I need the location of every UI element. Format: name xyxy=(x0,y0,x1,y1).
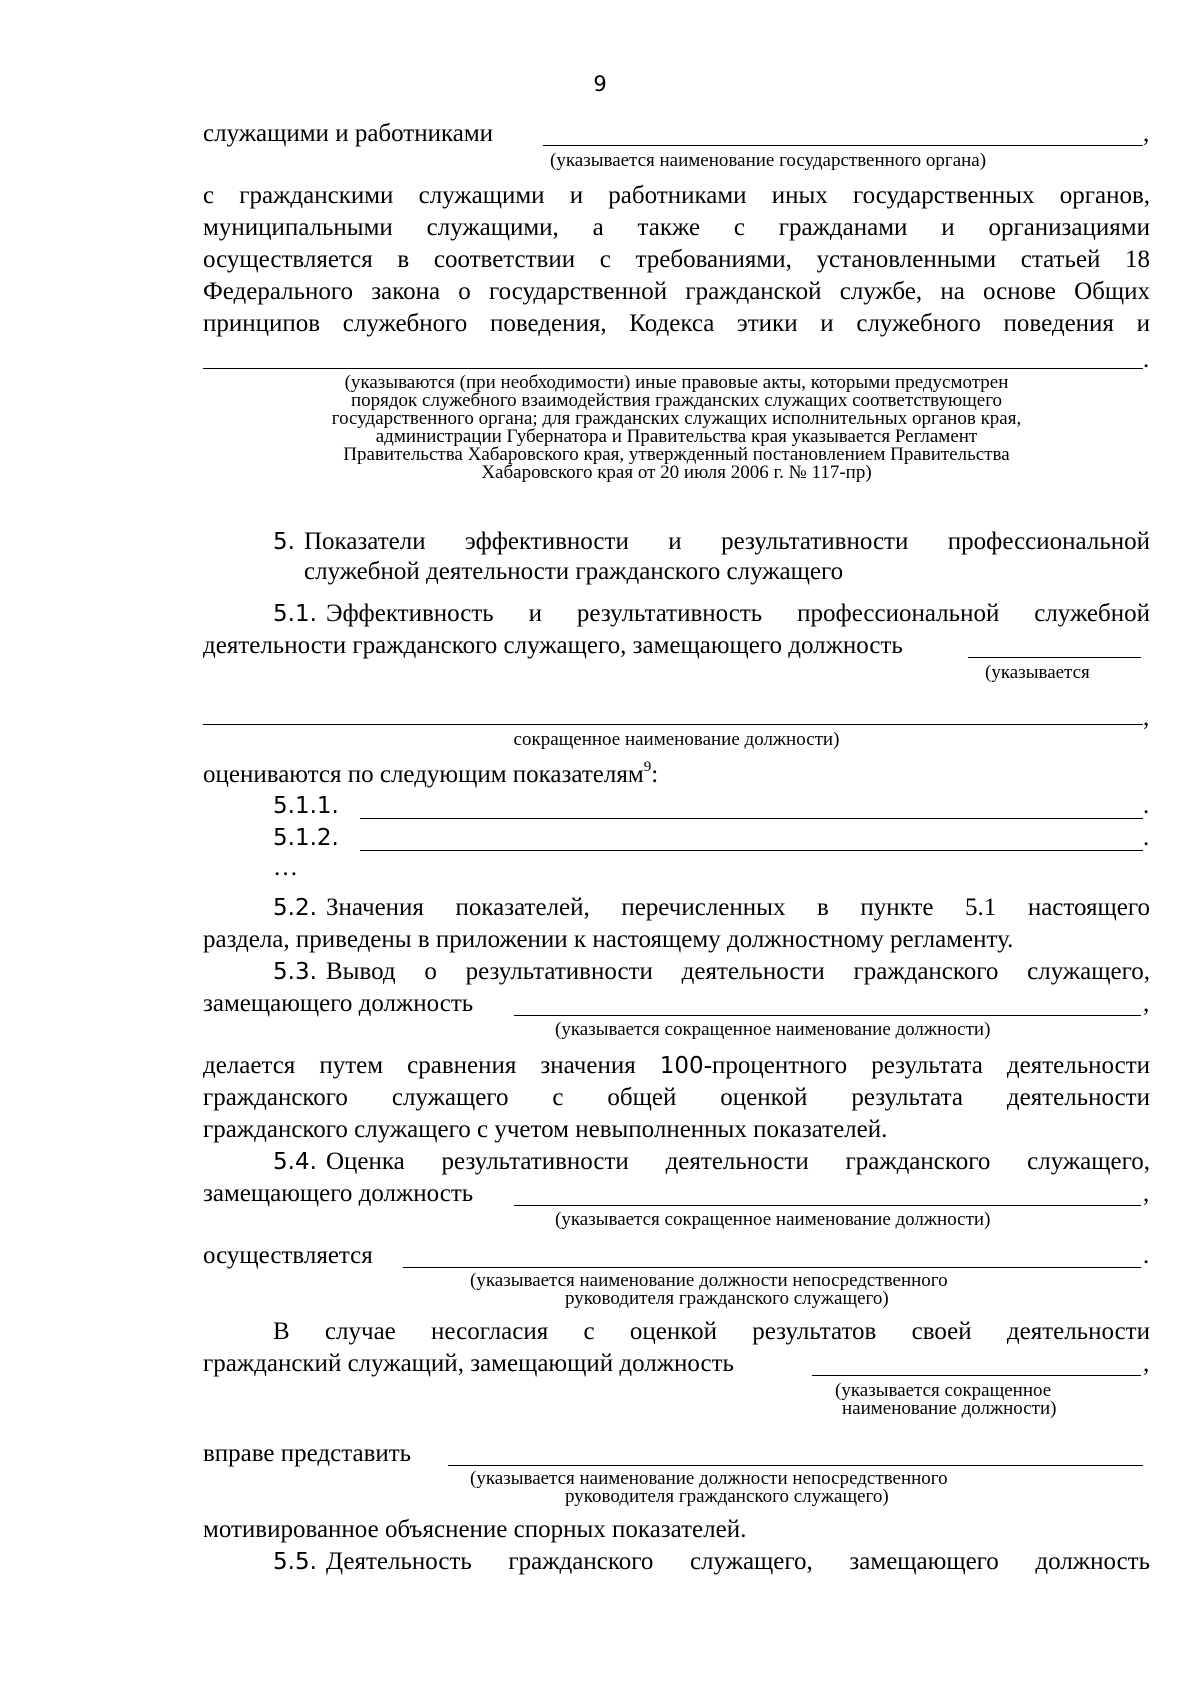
note-line: государственного органа; для гражданских служащих исполнительных органов края, xyxy=(331,408,1022,429)
clause-number: 5.5. xyxy=(273,1549,317,1575)
punct-period: . xyxy=(1143,792,1150,819)
punct-comma: , xyxy=(1143,990,1150,1017)
paragraph-line: Деятельность гражданского служащего, замещающего должность xyxy=(326,1548,1150,1575)
punct-colon: : xyxy=(651,761,659,788)
clause-number: 5.2. xyxy=(273,895,317,921)
paragraph-line: мотивированное объяснение спорных показателей. xyxy=(203,1516,747,1543)
blank-position-name xyxy=(203,724,1143,725)
text-indicators: оцениваются по следующим показателям xyxy=(203,761,644,788)
paragraph-line: Вывод о результативности деятельности гражданского служащего, xyxy=(326,958,1150,985)
ellipsis: … xyxy=(273,854,298,881)
clause-number: 5.3. xyxy=(273,959,317,985)
clause-number: 5.1. xyxy=(273,601,317,627)
note-line: (указываются (при необходимости) иные правовые акты, которыми предусмотрен xyxy=(344,372,1009,393)
footnote-ref: 9 xyxy=(643,758,652,775)
note-supervisor: руководителя гражданского служащего) xyxy=(565,1288,889,1309)
section-heading: Показатели эффективности и результативности профессиональной xyxy=(304,528,1150,555)
paragraph-line xyxy=(203,1050,1150,1082)
paragraph-line: раздела, приведены в приложении к настоящему должностному регламенту. xyxy=(203,926,1014,953)
punct-comma: , xyxy=(1143,120,1150,147)
paragraph-line: Федерального закона о государственной гражданской службе, на основе Общих xyxy=(203,278,1150,305)
blank-supervisor xyxy=(403,1267,1141,1268)
blank-supervisor xyxy=(448,1465,1143,1466)
blank-legal-acts xyxy=(203,368,1143,369)
paragraph-line xyxy=(203,759,658,791)
paragraph-line: Оценка результативности деятельности гражданского служащего, xyxy=(326,1148,1150,1175)
blank-state-body xyxy=(543,145,1143,146)
note-short-name: (указывается сокращенное наименование должности) xyxy=(555,1019,991,1040)
note-supervisor: (указывается наименование должности непосредственного xyxy=(470,1270,948,1291)
blank-position xyxy=(812,1375,1141,1376)
paragraph-line: деятельности гражданского служащего, замещающего должность xyxy=(203,632,903,659)
paragraph-line: осуществляется xyxy=(203,1242,373,1269)
punct-comma: , xyxy=(1143,704,1150,731)
paragraph-line: принципов служебного поведения, Кодекса этики и служебного поведения и xyxy=(203,310,1150,337)
paragraph-line: Значения показателей, перечисленных в пункте 5.1 настоящего xyxy=(326,894,1150,921)
punct-comma: , xyxy=(1143,1350,1150,1377)
note-indicated: (указывается xyxy=(985,662,1090,683)
section-heading: служебной деятельности гражданского служащего xyxy=(304,558,844,585)
text-part: -процентного результата деятельности xyxy=(703,1052,1150,1079)
text-part: делается путем сравнения значения xyxy=(203,1052,636,1079)
blank-indicator-1 xyxy=(360,818,1143,819)
paragraph-line: вправе представить xyxy=(203,1440,412,1467)
item-number: 5.1.1. xyxy=(273,793,339,819)
blank-indicator-2 xyxy=(360,850,1143,851)
paragraph-line: замещающего должность xyxy=(203,1180,474,1207)
blank-position xyxy=(514,1205,1141,1206)
punct-period: . xyxy=(1143,1242,1150,1269)
paragraph-line: осуществляется в соответствии с требованиями, установленными статьей 18 xyxy=(203,246,1150,273)
note-short-name: (указывается сокращенное наименование должности) xyxy=(555,1209,991,1230)
clause-number: 5.4. xyxy=(273,1149,317,1175)
number-100: 100 xyxy=(659,1053,704,1079)
section-number: 5. xyxy=(273,529,295,555)
blank-position xyxy=(968,657,1141,658)
note-state-body: (указывается наименование государственного органа) xyxy=(550,150,987,171)
note-short-name: (указывается сокращенное xyxy=(835,1380,1052,1401)
punct-period: . xyxy=(1143,346,1150,373)
page-number: 9 xyxy=(593,72,607,96)
blank-position xyxy=(514,1015,1141,1016)
paragraph-line: Эффективность и результативность профессиональной служебной xyxy=(326,600,1150,627)
text-line-employees: служащими и работниками xyxy=(203,120,494,147)
note-line: администрации Губернатора и Правительства края указывается Регламент xyxy=(375,426,978,447)
note-short-name: сокращенное наименование должности) xyxy=(513,729,840,750)
punct-period: . xyxy=(1143,824,1150,851)
paragraph-line: замещающего должность xyxy=(203,990,474,1017)
paragraph-line: с гражданскими служащими и работниками иных государственных органов, xyxy=(203,182,1150,209)
item-number: 5.1.2. xyxy=(273,825,339,851)
note-line: порядок служебного взаимодействия гражданских служащих соответствующего xyxy=(350,390,1003,411)
punct-comma: , xyxy=(1143,1180,1150,1207)
note-line: Хабаровского края от 20 июля 2006 г. № 117-пр) xyxy=(481,462,872,483)
paragraph-line: муниципальными служащими, а также с гражданами и организациями xyxy=(203,214,1150,241)
paragraph-line: В случае несогласия с оценкой результатов своей деятельности xyxy=(273,1318,1150,1345)
note-line: Правительства Хабаровского края, утвержденный постановлением Правительства xyxy=(343,444,1010,465)
paragraph-line: гражданского служащего с учетом невыполненных показателей. xyxy=(203,1116,888,1143)
note-supervisor: (указывается наименование должности непосредственного xyxy=(470,1468,948,1489)
note-supervisor: руководителя гражданского служащего) xyxy=(565,1486,889,1507)
paragraph-line: гражданского служащего с общей оценкой результата деятельности xyxy=(203,1084,1150,1111)
note-short-name: наименование должности) xyxy=(842,1398,1057,1419)
paragraph-line: гражданский служащий, замещающий должность xyxy=(203,1350,734,1377)
